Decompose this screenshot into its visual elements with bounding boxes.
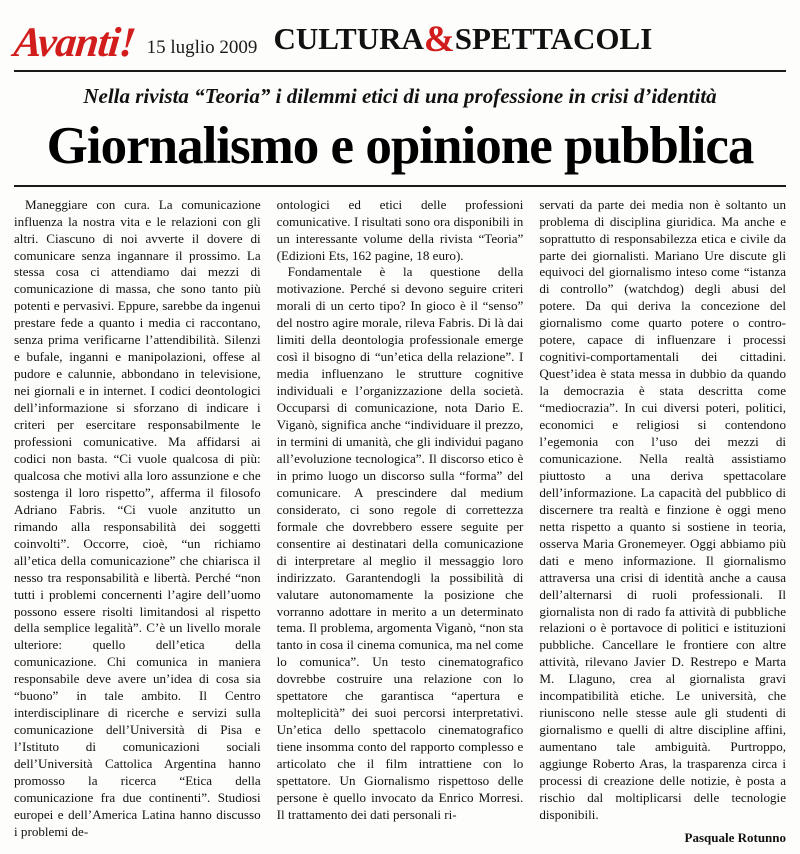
- article-byline: Pasquale Rotunno: [684, 829, 787, 845]
- issue-date: 15 luglio 2009: [146, 37, 258, 58]
- masthead-rule: [14, 70, 786, 72]
- headline-rule: [14, 185, 786, 187]
- section-header-second: SPETTACOLI: [454, 21, 653, 56]
- paragraph: Fondamentale è la questione della motivazione. Perché si devono seguire criteri morali di un certo tipo? In gioco è il “senso” del nostro agire morale, rileva Fabris. Di là dai limiti della deontologia professionale emerge così il bisogno di “un’etica della relazione”. I media influenzano le strutture cognitive individuali e l’organizzazione della società. Occuparsi di comunicazione, nota Dario E. Viganò, significa anche “individuare il prezzo, in termini di umanità, che gli individui pagano all’evoluzione tecnologica”. Il discorso etico è in primo luogo un discorso sulla “forma” del comunicare. A prescindere dal medium considerato, ci sono regole di correttezza formale che dovrebbero essere seguite per consentire ai destinatari della comunicazione di interpretare al meglio il messaggio loro indirizzato. Garantendogli la possibilità di valutare autonomamente la posizione che vorranno adottare in merito a un determinato tema. Il problema, argomenta Viganò, “non sta tanto in cosa il cinema comunica, ma nel come lo comunica”. Un testo cinematografico dovrebbe costruire una relazione con lo spettatore che garantisca “apertura e molteplicità” dei suoi percorsi interpretativi. Un’etica dello spettacolo cinematografico tiene insomma conto del rapporto complesso e articolato che il film intrattiene con lo spettatore. Un Giornalismo rispettoso delle persone è quello invocato da Enrico Morresi. Il trattamento dei dati personali ri-: [276, 264, 524, 822]
- page-title: Giornalismo e opinione pubblica: [46, 117, 754, 175]
- masthead: [11, 0, 786, 68]
- section-header-first: CULTURA: [273, 21, 424, 56]
- article-column-1: [14, 196, 261, 839]
- article-column-2: [276, 196, 524, 822]
- article-column-3: [539, 196, 787, 845]
- publication-logo: Avanti!: [11, 20, 138, 67]
- paragraph: Maneggiare con cura. La comunicazione influenza la nostra vita e le relazioni con gli altri. Ciascuno di noi avverte il dovere di comunicare senza ingannare il prossimo. La stessa cosa ci attendiamo dai mezzi di comunicazione di massa, che sono tanto più potenti e pervasivi. Eppure, sarebbe da ingenui prestare fede a quanto i media ci raccontano, senza prima verificarne l’attendibilità. Silenzi e bufale, inganni e manipolazioni, offese al pudore e calunnie, abbondano in televisione, nei giornali e in internet. I codici deontologici dell’informazione si sforzano di indicare i criteri per esercitare responsabilmente le professioni comunicative. Ma affidarsi ai codici non basta. “Ci vuole qualcosa di più: qualcosa che motivi alla loro assunzione e che sostenga il loro rispetto”, afferma il filosofo Adriano Fabris. “Ci vuole anzitutto un rimando alla responsabilità dei soggetti coinvolti”. Occorre, cioè, “un richiamo all’etica della comunicazione” che chiarisca il nesso tra responsabilità e libertà. Perché “non tutti i problemi concernenti l’agire dell’uomo possono essere risolti limitandosi al rispetto della semplice legalità”. C’è un livello morale ulteriore: quello dell’etica della comunicazione. Chi comunica in maniera responsabile deve avere un’idea di cosa sia “buono” in tale ambito. Il Centro interdisciplinare di ricerche e servizi sulla comunicazione dell’Università di Pisa e l’Istituto di comunicazioni sociali dell’Università Cattolica Argentina hanno promosso la ricerca “Etica della comunicazione fra due continenti”. Studiosi europei e dell’America Latina hanno discusso i problemi de-: [14, 196, 261, 839]
- section-header: [273, 18, 652, 64]
- article-kicker: Nella rivista “Teoria” i dilemmi etici di una professione in crisi d’identità: [83, 84, 717, 108]
- paragraph: ontologici ed etici delle professioni comunicative. I risultati sono ora disponibili in un interessante volume della rivista “Teoria” (Edizioni Ets, 162 pagine, 18 euro).: [276, 196, 524, 263]
- article-body: [14, 196, 787, 845]
- ampersand-glyph: &: [423, 19, 455, 60]
- paragraph: servati da parte dei media non è soltanto un problema di disciplina giuridica. Ma anche e soprattutto di responsabilezza etica e civile da parte dei giornalisti. Mariano Ure discute gli equivoci del giornalismo inteso come “istanza di controllo” (watchdog) degli abusi del potere. Da qui deriva la concezione del giornalismo come quarto potere o contro-potere, capace di influenzare i processi cognitivi-comportamentali dei cittadini. Quest’idea è stata messa in dubbio da quando la democrazia è stata descritta come “mediocrazia”. In cui diversi poteri, politici, economici e religiosi si contendono l’egemonia con l’uso dei mezzi di comunicazione. Nella realtà assistiamo piuttosto a una deriva spettacolare dell’informazione. La capacità del pubblico di discernere tra realtà e finzione è oggi meno netta rispetto a quanto si sostiene in teoria, osserva Maria Gronemeyer. Oggi abbiamo più dati e meno informazione. Il giornalismo attraversa una crisi di identità anche a causa dell’alternarsi di ruoli professionali. Il giornalista non di rado fa attività di pubbliche relazioni o è portavoce di politici e istituzioni pubbliche. Cancellare le frontiere con altre attività, rilevano Javier D. Restrepo e Marta M. Llaguno, crea al giornalista gravi incompatibilità etiche. Le università, che riuniscono nelle stesse aule gli studenti di giornalismo e quelli di altre discipline affini, aumentano tale ambiguità. Purtroppo, aggiunge Roberto Aras, la trasparenza circa i processi di creazione delle notizie, è posta a rischio dal moltiplicarsi delle tecnologie disponibili.: [539, 196, 787, 822]
